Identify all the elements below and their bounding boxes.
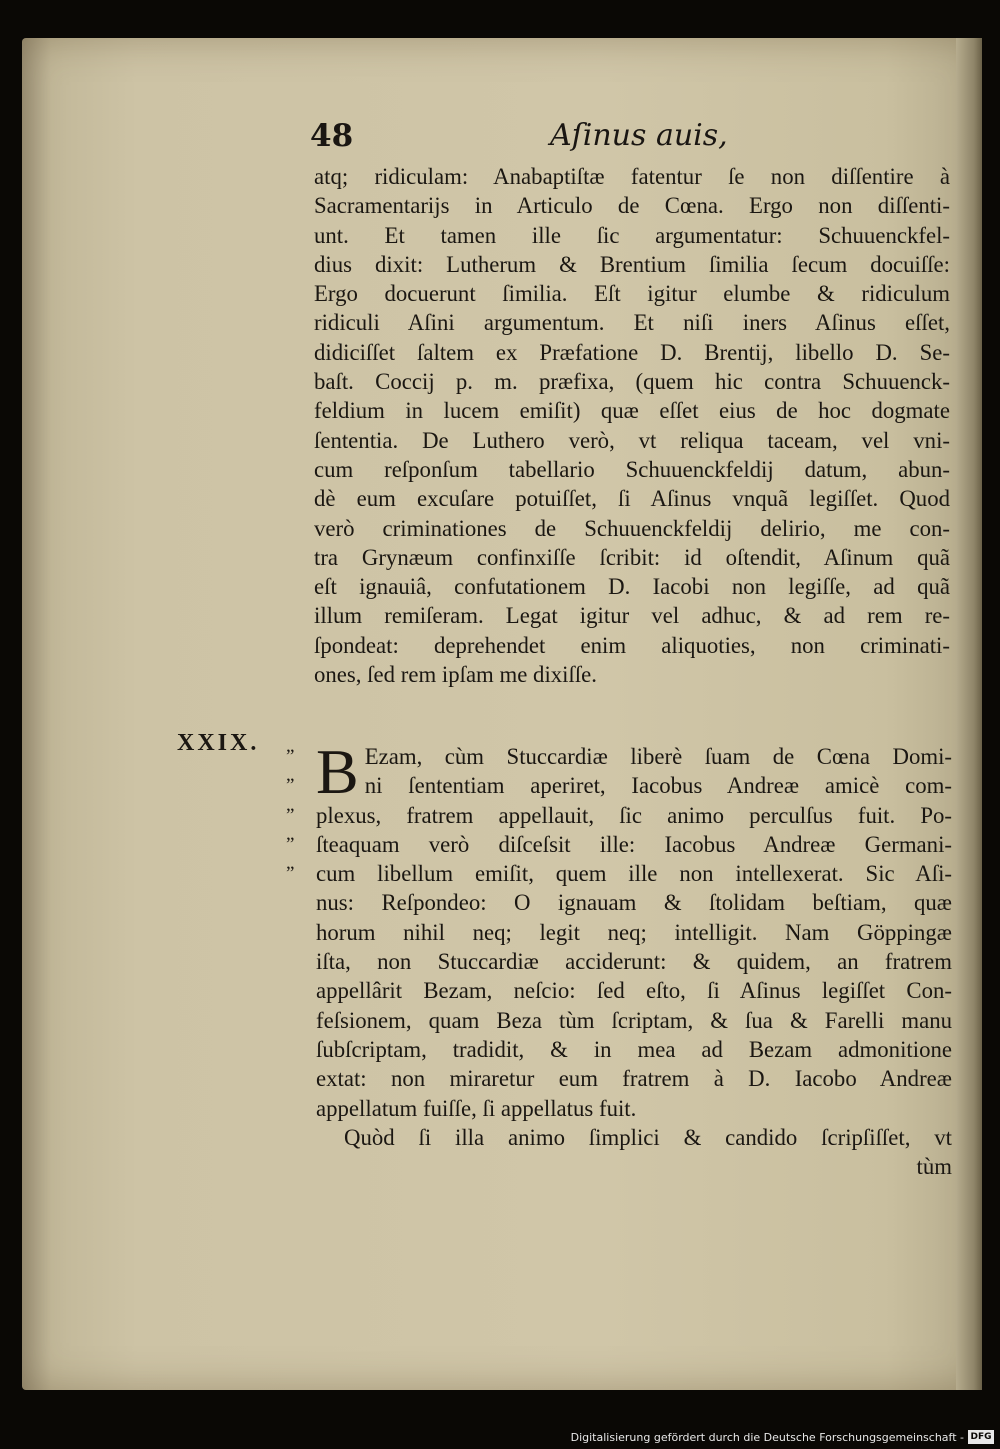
text-line: ridiculi Aſini argumentum. Et niſi iners Aſinus eſſet,: [314, 310, 950, 336]
text-line: atq; ridiculam: Anabaptiſtæ fatentur ſe non diſſentire à: [314, 164, 950, 189]
quote-mark: ”: [286, 775, 295, 797]
text-line: didiciſſet ſaltem ex Præfatione D. Brentij, libello D. Se-: [314, 339, 950, 365]
page-header: [310, 118, 950, 158]
quote-mark: ”: [286, 863, 295, 885]
text-line: horum nihil neq; legit neq; intelligit. Nam Göppingæ: [316, 919, 952, 945]
dfg-logo: DFG: [968, 1430, 994, 1444]
footer-credit: Digitalisierung gefördert durch die Deutsche Forschungsgemeinschaft -: [570, 1431, 964, 1444]
quote-mark: ”: [286, 804, 295, 826]
text-line: ſententia. De Luthero verò, vt reliqua taceam, vel vni-: [314, 427, 950, 453]
text-line: dè eum excuſare potuiſſet, ſi Aſinus vnquã legiſſet. Quod: [314, 486, 950, 512]
drop-cap: B: [316, 736, 359, 807]
text-line: dius dixit: Lutherum & Brentium ſimilia ſecum docuiſſe:: [314, 251, 950, 277]
page-number: 48: [310, 118, 354, 154]
footer-bar: [0, 1428, 1000, 1449]
text-line: unt. Et tamen ille ſic argumentatur: Schuuenckfel-: [314, 222, 950, 248]
text-line: extat: non miraretur eum fratrem à D. Iacobo Andreæ: [316, 1066, 952, 1092]
text-line: ſpondeat: deprehendet enim aliquoties, non criminati-: [314, 632, 950, 658]
text-line: nus: Reſpondeo: O ignauam & ſtolidam beſtiam, quæ: [316, 890, 952, 916]
quote-mark: ”: [286, 746, 295, 767]
text-line: plexus, fratrem appellauit, ſic animo perculſus fuit. Po-: [316, 802, 952, 828]
text-line: cum reſponſum tabellario Schuuenckfeldij datum, abun-: [314, 456, 950, 482]
text-line: eſt ignauiâ, confutationem D. Iacobi non legiſſe, ad quã: [314, 574, 950, 600]
text-line: iſta, non Stuccardiæ acciderunt: & quidem, an fratrem: [316, 949, 952, 975]
text-line: illum remiſeram. Legat igitur vel adhuc, & ad rem re-: [314, 603, 950, 629]
text-line: Sacramentarijs in Articulo de Cœna. Ergo non diſſenti-: [314, 193, 950, 219]
text-line: Ergo docuerunt ſimilia. Eſt igitur elumbe & ridiculum: [314, 281, 950, 307]
running-title: Aſinus auis,: [550, 118, 728, 153]
text-line: ni ſententiam aperiret, Iacobus Andreæ amicè com-: [364, 773, 952, 799]
paragraph-block-2: [316, 736, 952, 1181]
text-line: Ezam, cùm Stuccardiæ liberè ſuam de Cœna Domi-: [364, 744, 952, 769]
text-line: ones, ſed rem ipſam me dixiſſe.: [314, 662, 597, 688]
text-line: cum libellum emiſit, quem ille non intellexerat. Sic Aſi-: [316, 861, 952, 887]
text-line: appellârit Bezam, neſcio: ſed eſto, ſi Aſinus legiſſet Con-: [316, 978, 952, 1004]
page-edge: [956, 38, 982, 1390]
text-line: feſsionem, quam Beza tùm ſcriptam, & ſua & Farelli manu: [316, 1007, 952, 1033]
catchword: tùm: [916, 1154, 952, 1180]
text-line: baſt. Coccij p. m. præfixa, (quem hic contra Schuuenck-: [314, 369, 950, 395]
text-line: ſteaquam verò diſceſsit ille: Iacobus Andreæ Germani-: [316, 831, 952, 857]
paragraph-block-1: [314, 162, 950, 689]
section-marker: XXIX.: [177, 730, 260, 756]
text-line: ſubſcriptam, tradidit, & in mea ad Bezam admonitione: [316, 1036, 952, 1062]
text-line: verò criminationes de Schuuenckfeldij delirio, me con-: [314, 515, 950, 541]
text-line: Quòd ſi illa animo ſimplici & candido ſcripſiſſet, vt: [344, 1124, 952, 1150]
quotation-marks: [286, 742, 294, 888]
quote-mark: ”: [286, 833, 295, 855]
text-line: tra Grynæum confinxiſſe ſcribit: id oſtendit, Aſinum quã: [314, 544, 950, 570]
text-line: appellatum fuiſſe, ſi appellatus fuit.: [316, 1095, 637, 1121]
text-line: feldium in lucem emiſit) quæ eſſet eius de hoc dogmate: [314, 398, 950, 424]
